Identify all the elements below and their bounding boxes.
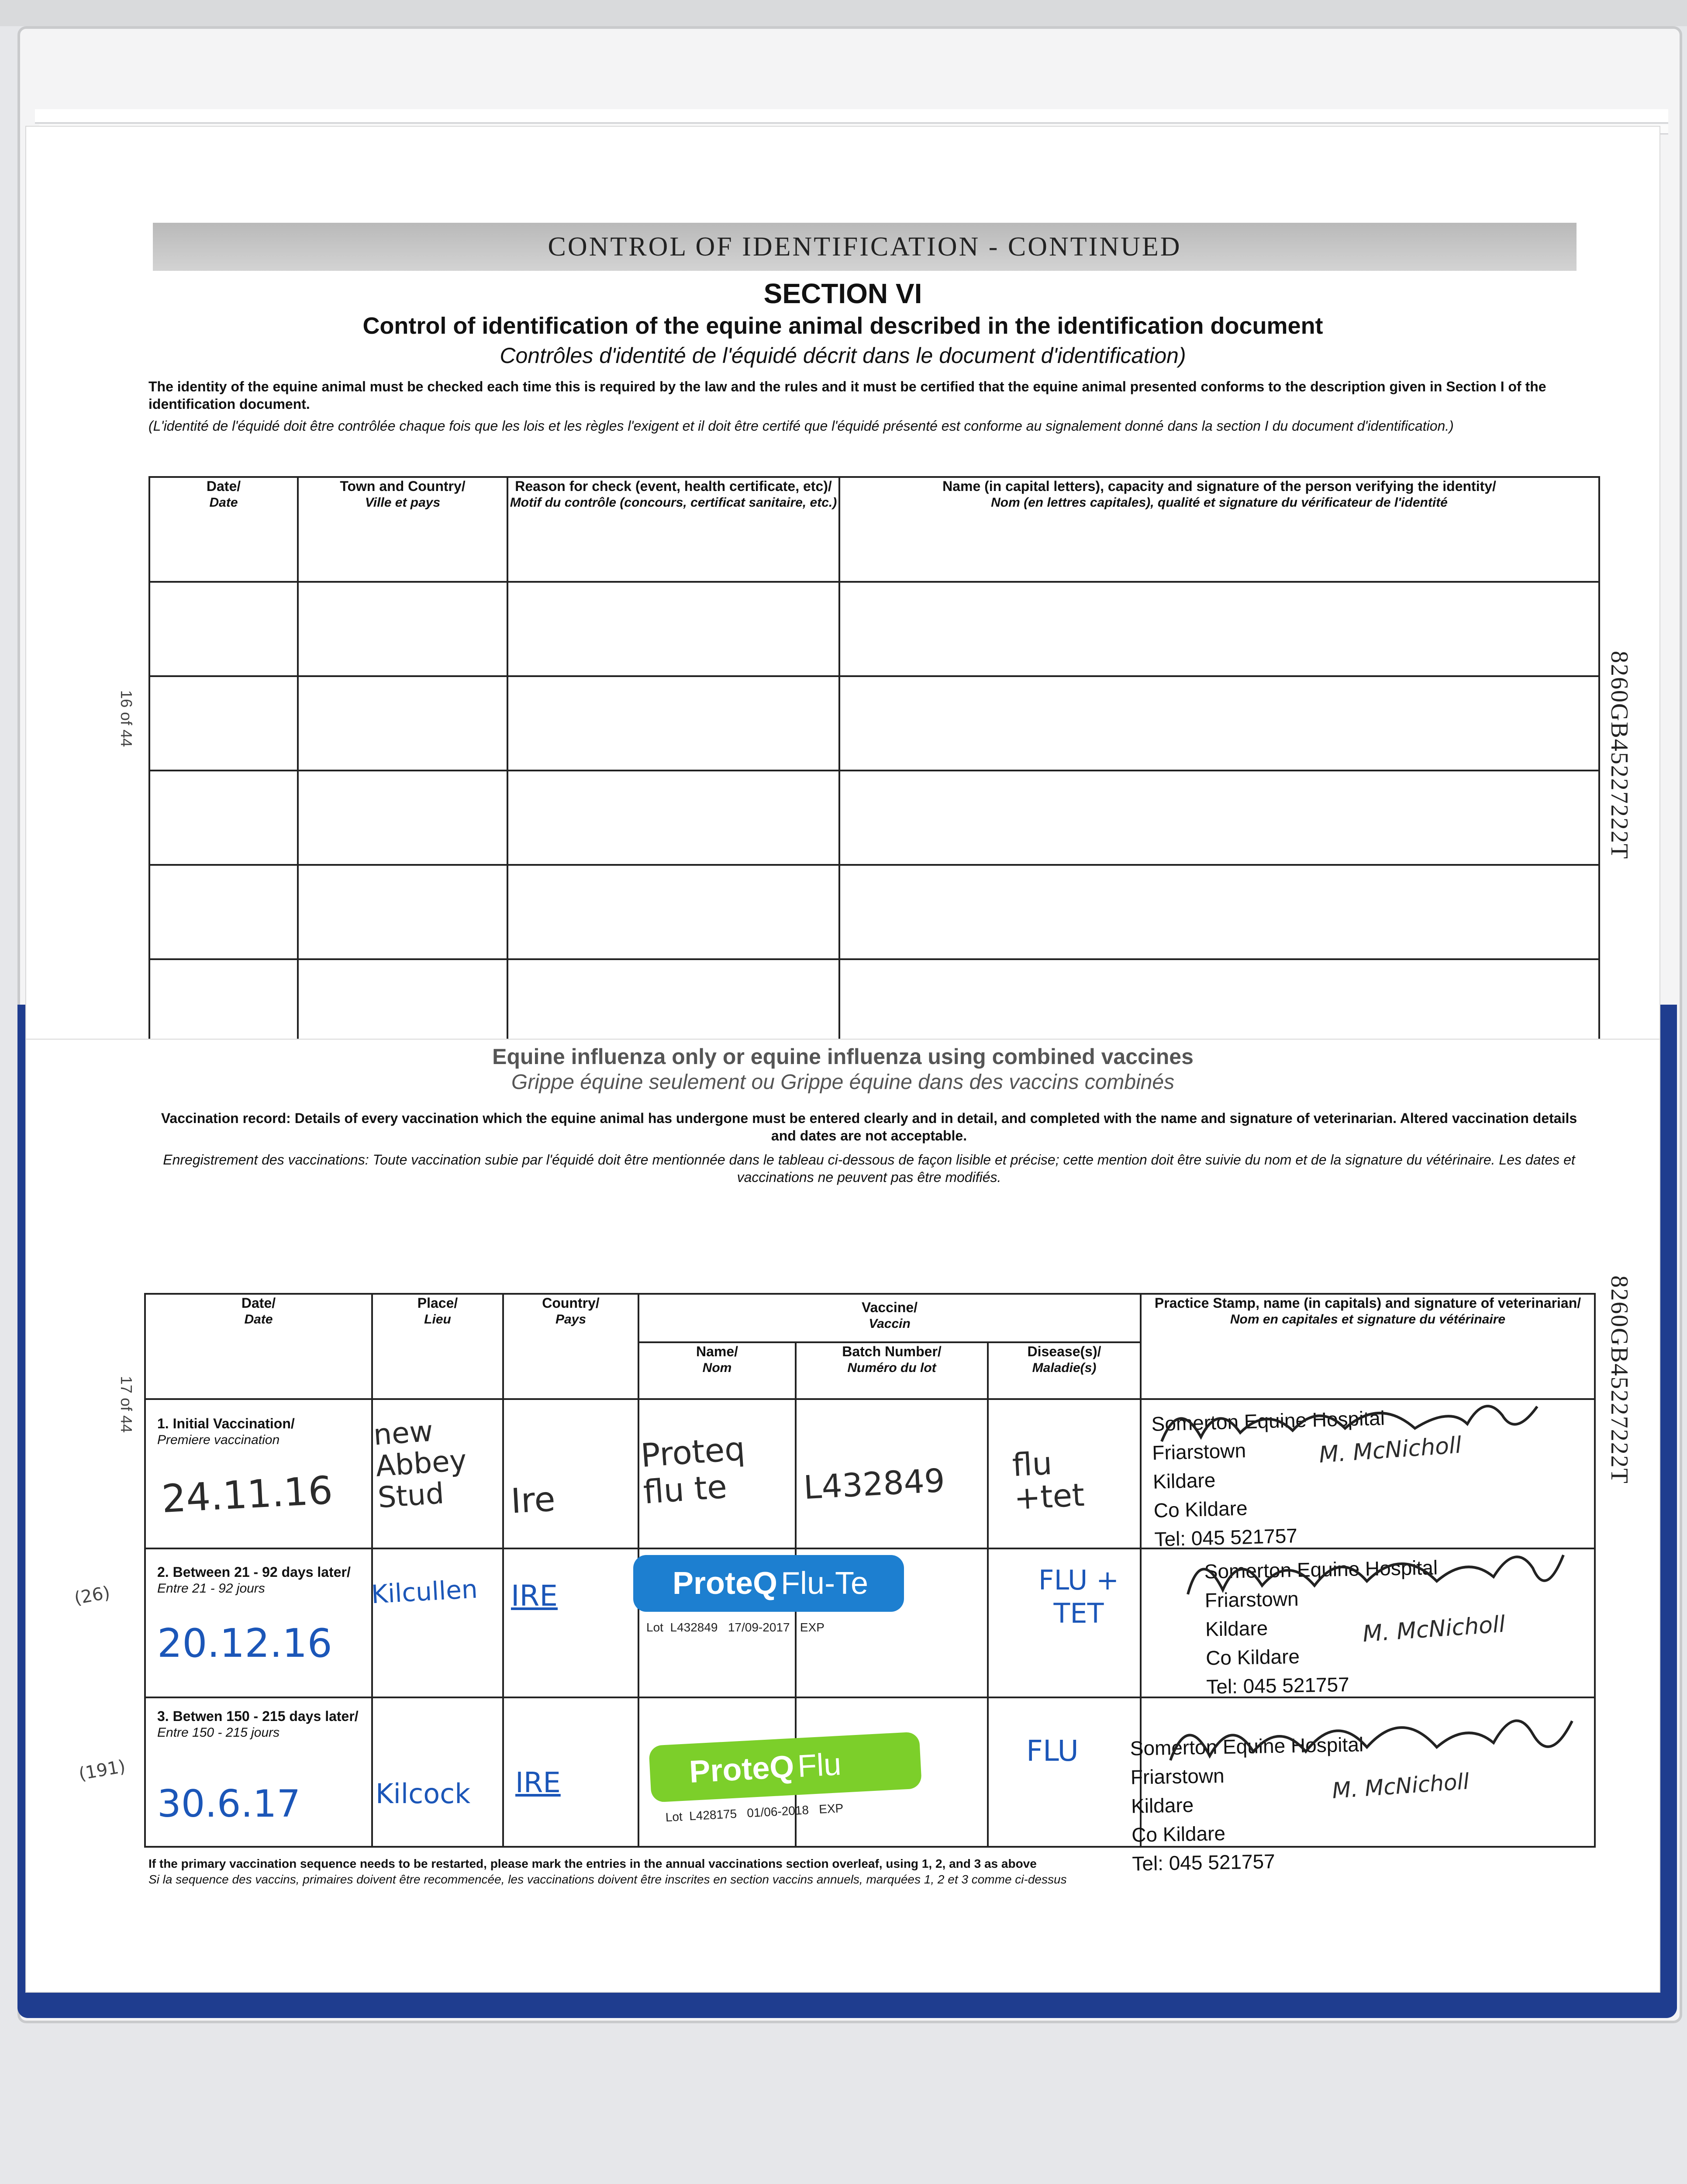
column-header-reason: Reason for check (event, health certificate, etc)/ Motif du contrôle (concours, certificat sanitaire, etc.) bbox=[507, 477, 839, 582]
handwritten-disease: FLU bbox=[1026, 1734, 1079, 1768]
footnote-fr: Si la sequence des vaccins, primaires doivent être recommencée, les vaccinations doivent être inscrites en section vaccins annuels, marquées 1, 2 et 3 comme ci-dessus bbox=[148, 1873, 1067, 1886]
vaccination-banner: Equine influenza only or equine influenza using combined vaccines bbox=[492, 1044, 1194, 1069]
section-banner bbox=[153, 223, 1577, 271]
section-subtitle-fr: Contrôles d'identité de l'équidé décrit dans le document d'identification) bbox=[500, 343, 1186, 368]
margin-note: (26) bbox=[72, 1583, 112, 1609]
sticker-product: Flu-Te bbox=[781, 1566, 869, 1601]
column-header-vaccine: Vaccine/ Vaccin bbox=[638, 1294, 1141, 1342]
vet-signature bbox=[1153, 1389, 1546, 1459]
practice-stamp: Somerton Equine Hospital Friarstown Kildare Co Kildare Tel: 045 521757 bbox=[1130, 1733, 1364, 1875]
column-header-date: Date/ Date bbox=[145, 1294, 372, 1399]
identification-check-table bbox=[148, 476, 1600, 1054]
handwritten-disease: FLU + TET bbox=[1038, 1564, 1119, 1629]
table-row bbox=[149, 676, 1599, 771]
table-row bbox=[149, 865, 1599, 959]
column-header-practice: Practice Stamp, name (in capitals) and signature of veterinarian/ Nom en capitales et signature du vétérinaire bbox=[1141, 1294, 1595, 1399]
vaccine-sticker bbox=[649, 1731, 932, 1833]
page-stack-edge bbox=[35, 109, 1668, 124]
margin-note: (191) bbox=[77, 1756, 127, 1784]
sticker-lot: Lot L428175 01/06-2018 EXP bbox=[665, 1801, 844, 1825]
handwritten-vaccine-name: Proteq flu te bbox=[639, 1430, 746, 1511]
sticker-brand: ProteQ bbox=[688, 1749, 795, 1790]
practice-stamp: Somerton Equine Hospital Friarstown Kildare Co Kildare Tel: 045 521757 bbox=[1204, 1556, 1438, 1698]
vet-name: M. McNicholl bbox=[1331, 1769, 1470, 1804]
handwritten-place: Kilcock bbox=[376, 1778, 471, 1810]
page-number: 16 of 44 bbox=[117, 690, 135, 747]
handwritten-place: new Abbey Stud bbox=[372, 1414, 468, 1515]
column-header-country: Country/ Pays bbox=[503, 1294, 638, 1399]
handwritten-date: 24.11.16 bbox=[160, 1467, 334, 1522]
row-label-second: 2. Between 21 - 92 days later/ Entre 21 - 92 jours bbox=[157, 1564, 351, 1596]
column-header-place: Place/ Lieu bbox=[372, 1294, 503, 1399]
vaccination-intro-en: Vaccination record: Details of every vaccination which the equine animal has undergone must be entered clearly and in detail, and completed with the name and signature of veterinarian. Altered vaccination details and dates are not acceptable. bbox=[161, 1110, 1577, 1144]
table-header-row bbox=[149, 477, 1599, 582]
sticker-label bbox=[633, 1555, 904, 1612]
table-header-row bbox=[145, 1294, 1595, 1342]
footnote-en: If the primary vaccination sequence needs to be restarted, please mark the entries in the annual vaccinations section overleaf, using 1, 2, and 3 as above bbox=[148, 1857, 1037, 1870]
vet-name: M. McNicholl bbox=[1362, 1611, 1506, 1648]
scanner-bed bbox=[0, 0, 1687, 26]
vaccination-intro-fr: Enregistrement des vaccinations: Toute vaccination subie par l'équidé doit être mentionnée dans le tableau ci-dessous de façon lisible et précise; cette mention doit être suivie du nom et de la signature du vétérinaire. Les dates et vaccinations ne peuvent pas être modifiés. bbox=[163, 1152, 1575, 1185]
banner-title: CONTROL OF IDENTIFICATION - CONTINUED bbox=[548, 232, 1182, 262]
intro-text-en: The identity of the equine animal must be checked each time this is required by the law and the rules and it must be certified that the equine animal presented conforms to the description given in Section I of the identification document. bbox=[148, 379, 1546, 412]
column-header-town: Town and Country/ Ville et pays bbox=[298, 477, 507, 582]
page-number: 17 of 44 bbox=[117, 1376, 135, 1433]
section-title: SECTION VI bbox=[763, 278, 922, 309]
handwritten-country: IRE bbox=[515, 1767, 561, 1799]
vet-signature bbox=[1162, 1695, 1598, 1782]
handwritten-batch: L432849 bbox=[802, 1462, 946, 1507]
handwritten-date: 30.6.17 bbox=[157, 1782, 301, 1826]
vaccination-page bbox=[26, 1040, 1659, 1992]
handwritten-disease: flu +tet bbox=[1011, 1444, 1086, 1517]
column-header-verifier: Name (in capital letters), capacity and signature of the person verifying the identity/ Nom (en lettres capitales), qualité et signature du vérificateur de l'identité bbox=[839, 477, 1599, 582]
section-subtitle: Control of identification of the equine animal described in the identification document bbox=[362, 313, 1323, 339]
document-id: 8260GB45227222T bbox=[1606, 651, 1633, 860]
vaccine-sticker bbox=[633, 1555, 913, 1642]
vaccination-banner-fr: Grippe équine seulement ou Grippe équine dans des vaccins combinés bbox=[511, 1071, 1175, 1094]
handwritten-country: Ire bbox=[510, 1479, 556, 1521]
identification-page bbox=[26, 127, 1659, 1053]
column-header-date: Date/ Date bbox=[149, 477, 298, 582]
sticker-product: Flu bbox=[797, 1746, 842, 1784]
sticker-lot: Lot L432849 17/09-2017 EXP bbox=[646, 1621, 825, 1634]
sticker-brand: ProteQ bbox=[673, 1566, 778, 1601]
vet-signature bbox=[1179, 1533, 1572, 1621]
table-row bbox=[149, 582, 1599, 676]
column-header-disease: Disease(s)/ Maladie(s) bbox=[988, 1342, 1141, 1400]
handwritten-place: Kilcullen bbox=[370, 1574, 479, 1610]
practice-stamp: Somerton Equine Hospital Friarstown Kildare Co Kildare Tel: 045 521757 bbox=[1151, 1406, 1385, 1551]
handwritten-date: 20.12.16 bbox=[157, 1621, 332, 1666]
row-label-initial: 1. Initial Vaccination/ Premiere vaccination bbox=[157, 1416, 295, 1447]
document-id: 8260GB45227222T bbox=[1606, 1275, 1633, 1484]
vet-name: M. McNicholl bbox=[1318, 1432, 1463, 1469]
handwritten-country: IRE bbox=[511, 1579, 558, 1613]
column-header-batch: Batch Number/ Numéro du lot bbox=[796, 1342, 988, 1400]
table-row bbox=[149, 771, 1599, 865]
row-label-third: 3. Betwen 150 - 215 days later/ Entre 150 - 215 jours bbox=[157, 1708, 359, 1740]
intro-text-fr: (L'identité de l'équidé doit être contrôlée chaque fois que les lois et les règles l'exigent et il doit être certifé que l'équidé présenté est conforme au signalement donné dans la section I du document d'identification.) bbox=[148, 418, 1454, 434]
column-header-vaccine-name: Name/ Nom bbox=[638, 1342, 796, 1400]
